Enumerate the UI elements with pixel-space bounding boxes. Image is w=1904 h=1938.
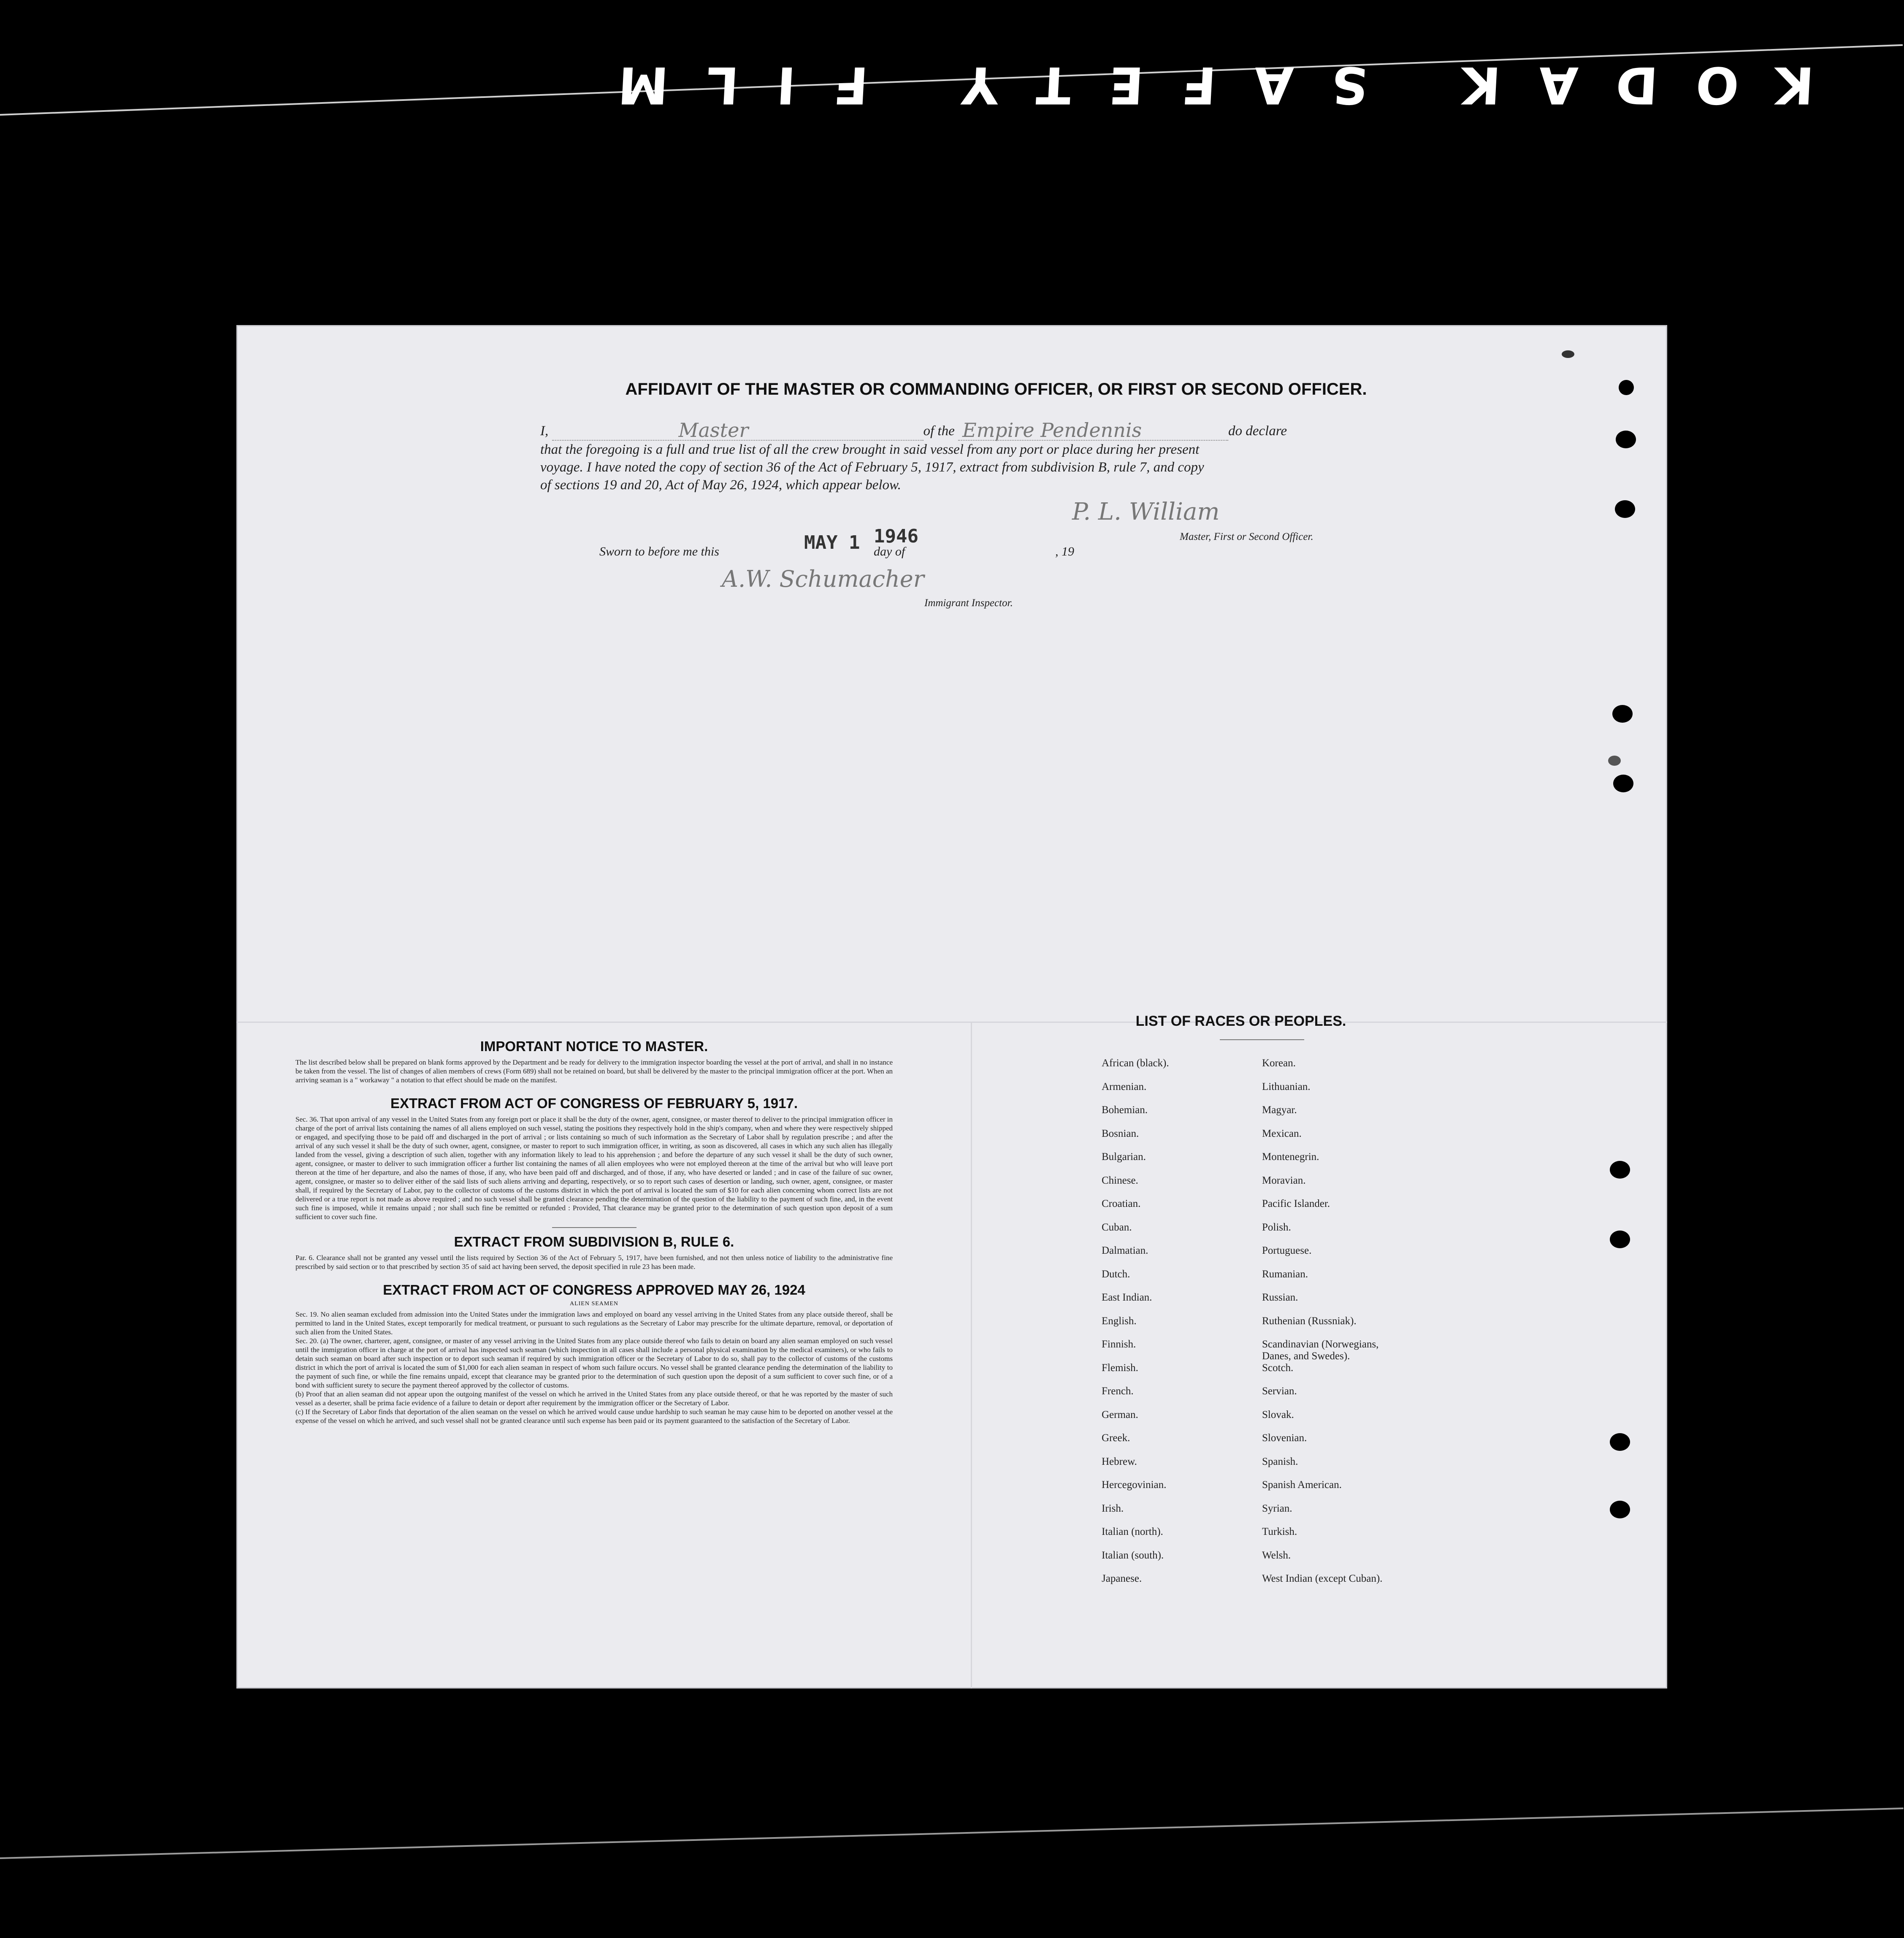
race-item: Bohemian.: [1102, 1104, 1148, 1116]
races-title: LIST OF RACES OR PEOPLES.: [1135, 1013, 1346, 1029]
race-item: African (black).: [1102, 1057, 1169, 1069]
race-item: Cuban.: [1102, 1221, 1132, 1233]
race-item: East Indian.: [1102, 1292, 1152, 1303]
race-item: Armenian.: [1102, 1081, 1147, 1092]
sworn-label: Sworn to before me this: [599, 545, 719, 558]
officer-caption: Master, First or Second Officer.: [1180, 531, 1314, 542]
race-item: Chinese.: [1102, 1174, 1138, 1186]
race-item: Moravian.: [1262, 1174, 1306, 1186]
year-prefix: , 19: [1055, 545, 1074, 558]
affidavit-line-1: [540, 419, 1389, 442]
speck: [1608, 756, 1621, 766]
punch-hole: [1610, 1231, 1630, 1248]
punch-hole: [1613, 775, 1633, 792]
handwritten-name: Master: [678, 419, 749, 442]
race-item: Croatian.: [1102, 1198, 1141, 1209]
punch-hole: [1616, 431, 1636, 448]
race-item: Servian.: [1262, 1385, 1297, 1397]
race-item: Dutch.: [1102, 1268, 1130, 1280]
film-brand-text: KODAK SAFETY FILM: [578, 55, 1816, 114]
of-the-label: of the: [923, 423, 955, 439]
race-item: Slovak.: [1262, 1409, 1294, 1420]
race-item: Spanish American.: [1262, 1479, 1342, 1491]
race-item: Montenegrin.: [1262, 1151, 1319, 1163]
speck: [1562, 350, 1574, 358]
extract-1924-sec19: Sec. 19. No alien seaman excluded from admission into the United States under the immigration laws and employed on board any vessel arriving in the United States from any place outside thereof, shall be permitted to land in the United States, except temporarily for medical treatment, or pursuant to such regulations as the Secretary of Labor may prescribe for the ultimate departure, removal, or deportation of such alien from the United States.: [295, 1310, 893, 1336]
i-label: I,: [540, 423, 549, 439]
extract-rule6-title: EXTRACT FROM SUBDIVISION B, RULE 6.: [454, 1234, 734, 1250]
punch-hole: [1612, 705, 1633, 723]
race-item: Greek.: [1102, 1432, 1130, 1444]
affidavit-line-3: voyage. I have noted the copy of section 36 of the Act of February 5, 1917, extract from subdivision B, rule 7, and copy: [540, 460, 1204, 475]
race-item: Bosnian.: [1102, 1128, 1139, 1139]
race-item: Lithuanian.: [1262, 1081, 1311, 1092]
extract-1924-subtitle: ALIEN SEAMEN: [569, 1301, 619, 1307]
fold-line-vertical: [971, 1022, 972, 1689]
film-edge-bottom-line: [0, 1808, 1904, 1859]
notice-text: The list described below shall be prepared on blank forms approved by the Department and be ready for delivery to the immigration inspector boarding the vessel at the port of arrival, and shall in no instance be taken from the vessel. The list of changes of alien members of crews (Form 689) shall not be retained on board, but shall be delivered by the master to the principal immigration officer at the port. When an arriving seaman is a " workaway " a notation to that effect should be made on the manifest.: [295, 1058, 893, 1084]
race-item: German.: [1102, 1409, 1138, 1420]
inspector-signature: A.W. Schumacher: [722, 566, 924, 592]
section-divider: [552, 1227, 636, 1228]
race-item: Mexican.: [1262, 1128, 1302, 1139]
year-stamp: 1946: [874, 526, 918, 547]
date-stamp: MAY 1: [804, 532, 860, 553]
officer-signature: P. L. William: [1072, 498, 1220, 526]
race-item: Russian.: [1262, 1292, 1298, 1303]
race-item: Ruthenian (Russniak).: [1262, 1315, 1357, 1327]
punch-hole: [1619, 380, 1634, 395]
race-item: Korean.: [1262, 1057, 1296, 1069]
race-item: Turkish.: [1262, 1526, 1297, 1537]
affidavit-body: [540, 419, 1389, 494]
race-item: Scandinavian (Norwegians, Danes, and Swedes).: [1262, 1339, 1379, 1362]
fold-line-horizontal: [236, 1022, 1667, 1023]
punch-hole: [1610, 1433, 1630, 1451]
document-sheet: [236, 325, 1667, 1689]
extract-1917-title: EXTRACT FROM ACT OF CONGRESS OF FEBRUARY 5, 1917.: [390, 1095, 798, 1111]
race-item: Hercegovinian.: [1102, 1479, 1167, 1491]
race-item: Hebrew.: [1102, 1456, 1137, 1467]
race-item: West Indian (except Cuban).: [1262, 1573, 1383, 1584]
extract-1917-text: Sec. 36. That upon arrival of any vessel in the United States from any foreign port or place it shall be the duty of the owner, agent, consignee, or master thereof to deliver to the principal immigration officer in charge of the port of arrival lists containing the names of all aliens employed on such vessel, stating the positions they respectively hold in the ship's company, when and where they were respectively shipped or engaged, and specifying those to be paid off and discharged in the port of arrival ; or lists containing so much of such information as the Secretary of Labor shall by regulation prescribe ; and after the arrival of any such vessel it shall be the duty of such owner, agent, consignee, or master to report to such immigration officer, in writing, as soon as discovered, all cases in which any such alien has illegally landed from the vessel, giving a description of such alien, together with any information likely to lead to his apprehension ; and before the departure of any such vessel it shall be the duty of such owner, agent, consignee, or master to deliver to such immigration officer a further list containing the names of all alien employees who were not employed thereon at the time of the arrival but who will leave port thereon at the time of her departure, and also the names of those, if any, who have been paid off and discharged, and of those, if any, who have deserted or landed ; and in case of the failure of suc owner, agent, consignee, or master so to deliver either of the said lists of such aliens arriving and departing, respectively, or so to report such cases of desertion or landing, such owner, agent, consignee, or master shall, if required by the Secretary of Labor, pay to the collector of customs of the customs district in which the port of arrival is located the sum of $10 for each alien concerning whom correct lists are not delivered or a true report is not made as above required ; and no such vessel shall be granted clearance pending the determination of the question of the liability to the payment of such fine, and, in the event such fine is imposed, while it remains unpaid ; nor shall such fine be remitted or refunded : Provided, That clearance may be granted prior to the determination of such question upon deposit of a sum sufficient to cover such fine.: [295, 1115, 893, 1221]
notices-column: [295, 1038, 893, 1425]
race-item: Welsh.: [1262, 1549, 1291, 1561]
do-declare-label: do declare: [1228, 423, 1287, 439]
vessel-blank: [958, 419, 1228, 442]
race-item: Pacific Islander.: [1262, 1198, 1330, 1209]
affidavit-line-4: of sections 19 and 20, Act of May 26, 1924, which appear below.: [540, 477, 901, 493]
race-item: Syrian.: [1262, 1502, 1292, 1514]
punch-hole: [1610, 1501, 1630, 1518]
races-divider: [1220, 1039, 1304, 1040]
punch-hole: [1615, 500, 1635, 518]
race-item: Polish.: [1262, 1221, 1291, 1233]
race-item: Dalmatian.: [1102, 1245, 1148, 1256]
race-item: Italian (north).: [1102, 1526, 1163, 1537]
extract-1924-sec20a: Sec. 20. (a) The owner, charterer, agent, consignee, or master of any vessel arriving in the United States from any place outside thereof who fails to detain on board any alien seaman employed on such vessel until the immigration officer in charge at the port of arrival has inspected such seaman (which inspection in all cases shall include a personal physical examination by the medical examiners), or who fails to detain such seaman on board after such inspection or to deport such seaman if required by such immigration officer or the Secretary of Labor to do so, shall pay to the collector of customs of the customs district in which the port of arrival is located the sum of $1,000 for each alien seaman in respect of whom such failure occurs. No vessel shall be granted clearance pending the determination of the liability to the payment of such fine, or while the fine remains unpaid, except that clearance may be granted prior to the determination of such question upon the deposit of a sum sufficient to cover such fine, or of a bond with sufficient surety to secure the payment thereof approved by the collector of customs.: [295, 1337, 893, 1389]
extract-1924-sec20b: (b) Proof that an alien seaman did not appear upon the outgoing manifest of the vessel on which he arrived in the United States from any place outside thereof, or that he was reported by the master of such vessel as a deserter, shall be prima facie evidence of a failure to detain or deport after requirement by the immigration officer or the Secretary of Labor.: [295, 1390, 893, 1407]
race-item: Rumanian.: [1262, 1268, 1308, 1280]
extract-1924-sec20c: (c) If the Secretary of Labor finds that deportation of the alien seaman on the vessel on which he arrived would cause undue hardship to such seaman he may cause him to be deported on another vessel at the expense of the vessel on which he arrived, and such vessel shall not be granted clearance until such expense has been paid or its payment guaranteed to the satisfaction of the Secretary of Labor.: [295, 1408, 893, 1425]
extract-rule6-text: Par. 6. Clearance shall not be granted any vessel until the lists required by Section 36 of the Act of February 5, 1917, have been furnished, and not then unless notice of liability to the administrative fine prescribed by said section or to that prescribed by section 35 of said act having been served, the deposit specified in rule 23 has been made.: [295, 1254, 893, 1271]
race-item: Japanese.: [1102, 1573, 1142, 1584]
race-item: French.: [1102, 1385, 1134, 1397]
race-item: English.: [1102, 1315, 1137, 1327]
race-item: Portuguese.: [1262, 1245, 1312, 1256]
inspector-caption: Immigrant Inspector.: [924, 597, 1013, 609]
day-of-label: day of: [874, 545, 905, 558]
race-item: Spanish.: [1262, 1456, 1298, 1467]
affidavit-title: AFFIDAVIT OF THE MASTER OR COMMANDING OFFICER, OR FIRST OR SECOND OFFICER.: [625, 380, 1367, 398]
race-item: Bulgarian.: [1102, 1151, 1146, 1163]
race-item: Scotch.: [1262, 1362, 1294, 1374]
race-item: Italian (south).: [1102, 1549, 1164, 1561]
extract-1924-title: EXTRACT FROM ACT OF CONGRESS APPROVED MAY 26, 1924: [383, 1282, 805, 1298]
handwritten-vessel: Empire Pendennis: [962, 419, 1142, 442]
notice-title: IMPORTANT NOTICE TO MASTER.: [480, 1038, 708, 1054]
affidavit-line-2: that the foregoing is a full and true list of all the crew brought in said vessel from any port or place during her present: [540, 442, 1200, 457]
race-item: Finnish.: [1102, 1339, 1136, 1350]
punch-hole: [1610, 1161, 1630, 1179]
race-item: Flemish.: [1102, 1362, 1138, 1374]
name-blank: [552, 419, 924, 442]
race-item: Magyar.: [1262, 1104, 1297, 1116]
race-item: Slovenian.: [1262, 1432, 1307, 1444]
race-item: Irish.: [1102, 1502, 1124, 1514]
